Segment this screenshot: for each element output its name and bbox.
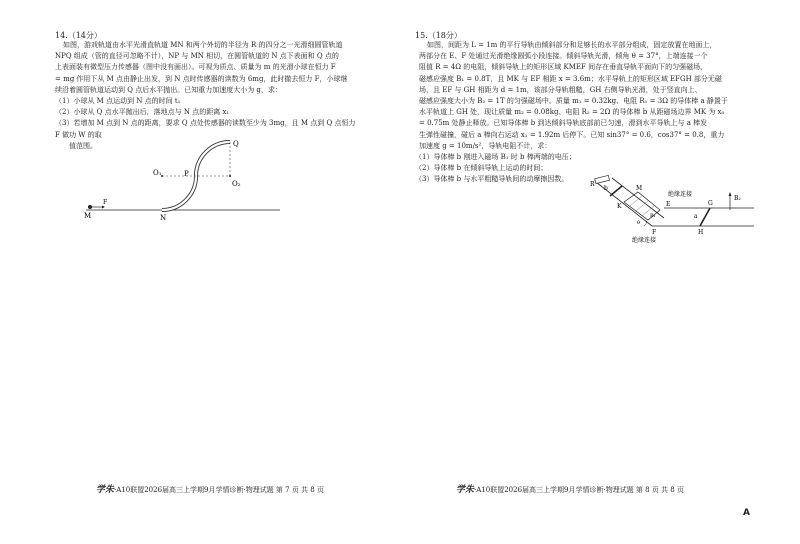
label-insulated-bottom: 绝缘连接 bbox=[632, 237, 657, 244]
q15-line: 磁感应强度 B₁ = 0.8T，且 MK 与 EF 相距 x = 3.6m；水平导轨上的矩形区域 EFGH 部分无磁 bbox=[419, 74, 722, 83]
paper-version-mark: A bbox=[743, 508, 750, 518]
label-f: F bbox=[103, 199, 108, 206]
center-o2-icon bbox=[229, 175, 231, 177]
label-k: K bbox=[617, 203, 622, 210]
label-insulated-top: 绝缘连接 bbox=[668, 191, 693, 198]
label-b: b bbox=[604, 185, 608, 192]
brand-logo: 学朱 bbox=[96, 485, 115, 495]
q14-item-3-cont: 值范围。 bbox=[69, 141, 97, 150]
ball-icon bbox=[88, 205, 92, 209]
question-15-number: 15.（18分） bbox=[415, 31, 462, 40]
q14-line: 续沿着圆管轨道运动到 Q 点后水平抛出。已知重力加速度大小为 g，求： bbox=[55, 85, 282, 94]
q15-line: 两部分在 E、F 处通过光滑绝缘圆弧小段连接。倾斜导轨光滑，倾角 θ = 37°，上端连接一个 bbox=[419, 52, 708, 61]
track-figure bbox=[80, 140, 290, 225]
right-footer-text: ·A10联盟2026届高三上学期9月学情诊断·物理试题 第 8 页 共 8 页 bbox=[474, 486, 684, 494]
q14-line: = mg 作用下从 M 点由静止出发，到 N 点时传感器的读数为 6mg，此时撤去恒力 F，小球继 bbox=[55, 74, 348, 83]
rod-b-icon bbox=[610, 186, 622, 196]
right-page bbox=[400, 0, 800, 544]
label-o2: O₂ bbox=[232, 180, 241, 188]
q15-item-3: （3）导体棒 b 与水平粗糙导轨间的动摩擦因数。 bbox=[415, 175, 569, 184]
q15-line: 水平轨道上 GH 处，现让质量 m₂ = 0.08kg、电阻 R₂ = 2Ω 的导体棒 b 从距磁场边界 MK 为 x₀ bbox=[419, 108, 725, 117]
q15-item-1: （1）导体棒 b 刚进入磁场 B₁ 时 b 棒两端的电压； bbox=[415, 153, 576, 161]
rail-figure bbox=[590, 174, 760, 246]
label-f: F bbox=[652, 229, 657, 236]
resistor-icon bbox=[595, 175, 610, 183]
incline-rail-back bbox=[612, 178, 664, 218]
label-q: Q bbox=[233, 140, 239, 148]
field-hatch bbox=[636, 201, 648, 211]
q15-item-2: （2）导体棒 b 在倾斜导轨上运动的时间； bbox=[415, 164, 548, 173]
upper-tube-inner-icon bbox=[196, 142, 230, 176]
q15-line: = 0.75m 处静止释放。已知导体棒 b 到达倾斜导轨底部前已匀速，滑到水平导轨上与 a 棒发 bbox=[419, 119, 708, 128]
rod-a-icon bbox=[700, 208, 710, 226]
label-b1: B₂ bbox=[734, 195, 741, 202]
label-theta: θ bbox=[637, 220, 641, 226]
brand-logo: 学朱 bbox=[456, 485, 475, 495]
b2-arrow-head-icon bbox=[729, 192, 732, 196]
q14-line: NPQ 组成（管的直径可忽略不计），NP 与 MN 相切，在圆管轨道的 N 点下表面和 Q 点的 bbox=[55, 52, 339, 61]
label-field-b1: B₁ bbox=[650, 213, 656, 219]
question-14-number: 14.（14分） bbox=[55, 31, 102, 40]
q14-line: 上表面装有微型压力传感器（图中没有画出）。可视为质点、质量为 m 的光滑小球在恒力 F bbox=[55, 63, 336, 72]
q14-item-1: （1）小球从 M 点运动到 N 点的时间 t₁ bbox=[55, 97, 181, 105]
q15-line: 阻值 R = 4Ω 的电阻，倾斜导轨上的矩形区域 KMEF 间存在垂直导轨平面向下的匀强磁场， bbox=[419, 63, 708, 72]
q14-item-3: （3）若增加 M 点到 N 点的距离，要求 Q 点处传感器的读数至少为 3mg，且 M 点到 Q 点恒力 F 做功 W 的取 bbox=[55, 119, 356, 139]
lower-tube-inner-icon bbox=[162, 176, 196, 210]
q15-line: 如图，间距为 L = 1m 的平行导轨由倾斜部分和足够长的水平部分组成，固定放置在地面上， bbox=[427, 41, 717, 49]
q15-line: 生弹性碰撞，碰后 a 棒向右运动 x₁ = 1.92m 后停下。已知 sin37° = 0.6，cos37° = 0.8，重力 bbox=[419, 130, 725, 139]
question-14-body bbox=[55, 40, 363, 96]
right-footer bbox=[456, 482, 684, 495]
label-m: M bbox=[636, 185, 643, 192]
label-r: R bbox=[590, 181, 595, 188]
label-e: E bbox=[666, 201, 671, 208]
label-n: N bbox=[160, 214, 167, 222]
left-footer-text: ·A10联盟2026届高三上学期9月学情诊断·物理试题 第 7 页 共 8 页 bbox=[114, 486, 324, 494]
label-a: a bbox=[694, 213, 698, 220]
label-h: H bbox=[698, 229, 704, 236]
label-p: P bbox=[184, 170, 189, 178]
q15-line: 场，且 EF 与 GH 相距为 d = 1m，该部分导轨粗糙，GH 右侧导轨光滑，处于竖直向上、 bbox=[419, 85, 702, 94]
q14-item-2: （2）小球从 Q 点水平抛出后，落地点与 N 点的距离 x₁ bbox=[55, 108, 230, 117]
q14-line: 如图，游戏轨道由水平光滑直轨道 MN 和两个外切的半径为 R 的四分之一光滑细圆管轨道 bbox=[63, 41, 343, 49]
q15-line: 磁感应强度大小为 B₂ = 1T 的匀强磁场中。质量 m₁ = 0.32kg、电阻 R₁ = 3Ω 的导体棒 a 静置于 bbox=[419, 97, 728, 106]
left-footer bbox=[96, 482, 324, 495]
label-o1: O₁ bbox=[153, 169, 162, 177]
label-m: M bbox=[84, 212, 92, 220]
label-g: G bbox=[708, 200, 713, 207]
question-15-items bbox=[415, 152, 615, 186]
q15-line: 加速度 g = 10m/s²，导轨电阻不计，求： bbox=[419, 141, 552, 150]
field-hatch bbox=[630, 196, 642, 206]
question-15-body bbox=[419, 40, 757, 152]
